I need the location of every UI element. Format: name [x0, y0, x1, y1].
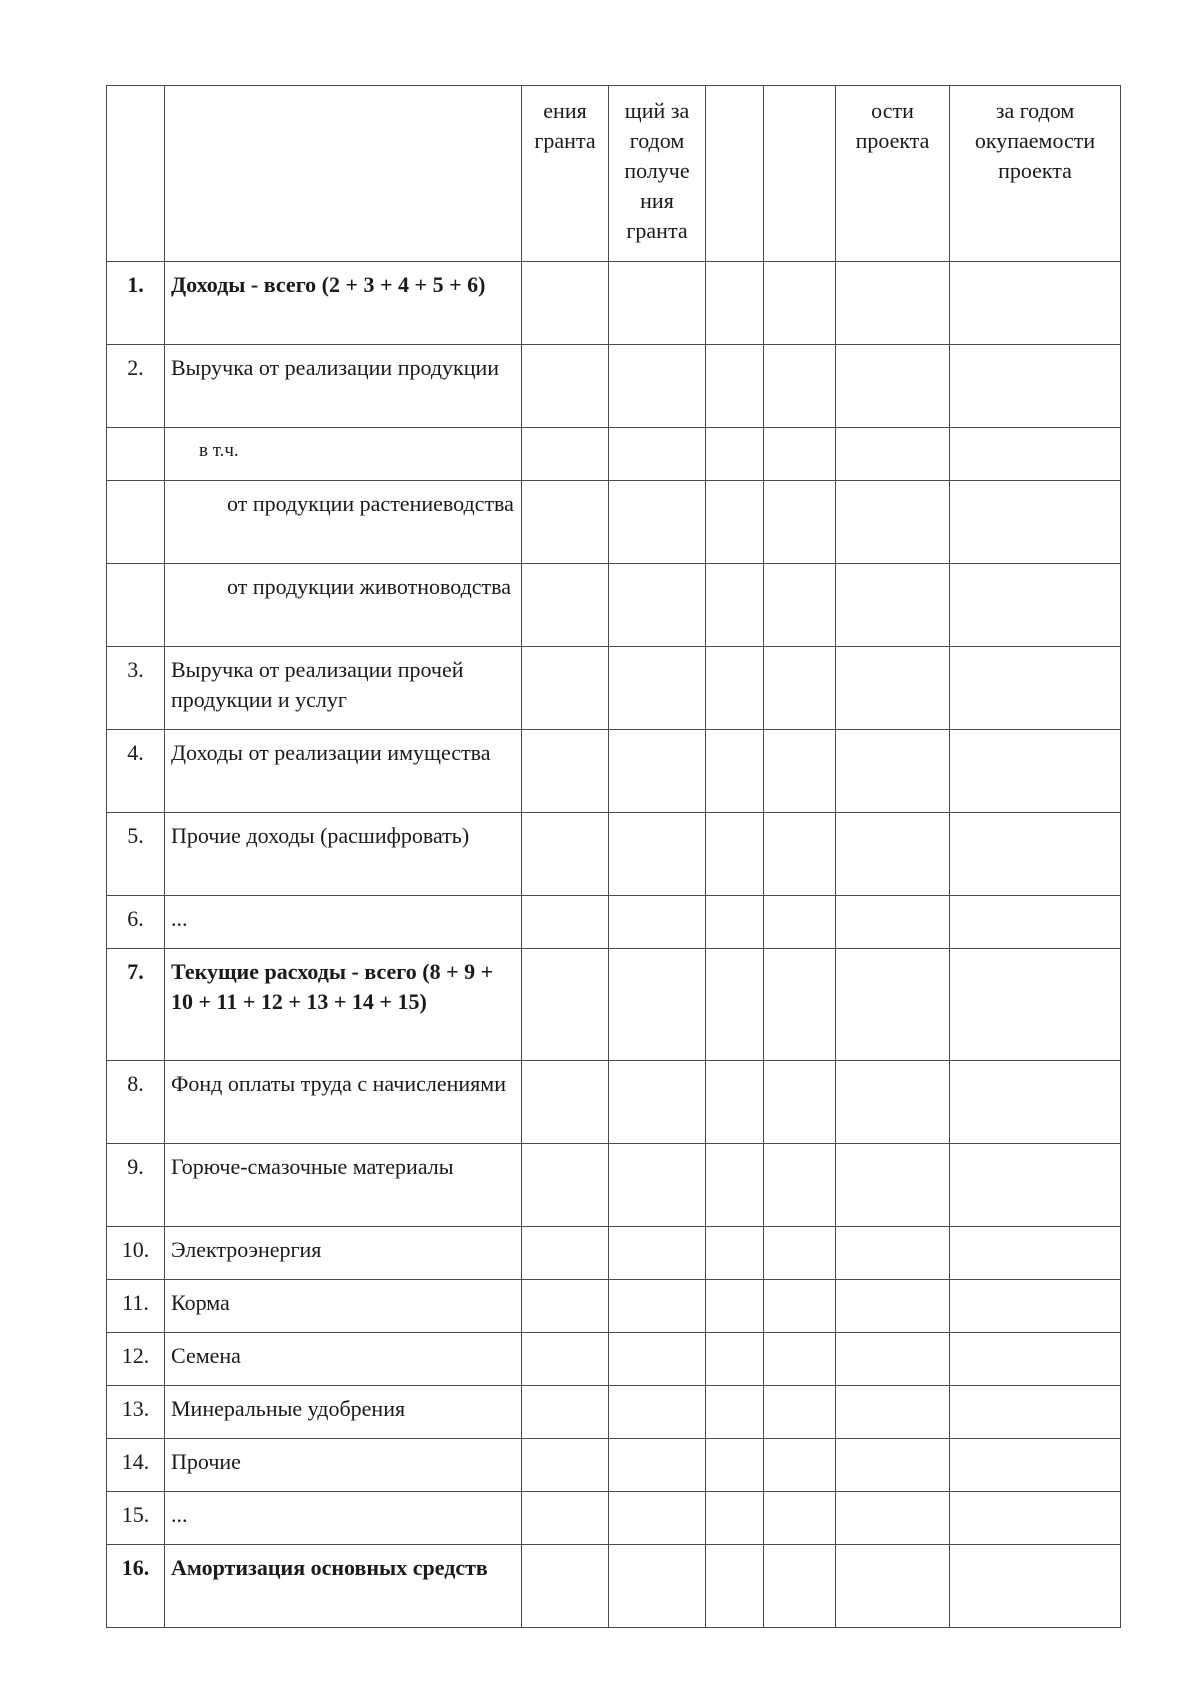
- row-number: 16.: [107, 1545, 165, 1628]
- table-row: [107, 949, 1121, 1061]
- header-text: за годом окупаемости проекта: [974, 98, 1096, 183]
- row-label: Электроэнергия: [165, 1227, 522, 1280]
- table-row: [107, 1280, 1121, 1333]
- header-cell-grant-year: [522, 86, 609, 262]
- row-number: 1.: [107, 262, 165, 345]
- header-cell-payback-year: [836, 86, 950, 262]
- row-label: Выручка от реализации прочей продукции и услуг: [165, 647, 522, 730]
- table-row: [107, 1492, 1121, 1545]
- table-row: [107, 262, 1121, 345]
- row-number: 7.: [107, 949, 165, 1061]
- header-cell-after-payback: [950, 86, 1121, 262]
- table-row: [107, 1439, 1121, 1492]
- row-number: 13.: [107, 1386, 165, 1439]
- header-cell-number: [107, 86, 165, 262]
- row-number: 14.: [107, 1439, 165, 1492]
- row-number: 3.: [107, 647, 165, 730]
- row-number: [107, 428, 165, 481]
- row-label: Текущие расходы - всего (8 + 9 + 10 + 11 + 12 + 13 + 14 + 15): [165, 949, 522, 1061]
- header-text: ения гранта: [534, 98, 596, 153]
- table-header-row: [107, 86, 1121, 262]
- row-number: 5.: [107, 813, 165, 896]
- row-label: Прочие доходы (расшифровать): [165, 813, 522, 896]
- table-row: [107, 345, 1121, 428]
- table-row: [107, 564, 1121, 647]
- row-label: Прочие: [165, 1439, 522, 1492]
- row-number: 11.: [107, 1280, 165, 1333]
- table-row: [107, 730, 1121, 813]
- row-label: Горюче-смазочные материалы: [165, 1144, 522, 1227]
- header-text: щий за годом получе ния гранта: [624, 98, 690, 243]
- header-text: ости проекта: [855, 98, 930, 153]
- row-label: от продукции животноводства: [165, 564, 522, 647]
- row-number: 2.: [107, 345, 165, 428]
- header-cell-5: [706, 86, 764, 262]
- table-row: [107, 1333, 1121, 1386]
- table-row: [107, 1545, 1121, 1628]
- table-row: [107, 1144, 1121, 1227]
- row-number: 12.: [107, 1333, 165, 1386]
- row-label: Корма: [165, 1280, 522, 1333]
- table-row: [107, 428, 1121, 481]
- row-number: [107, 564, 165, 647]
- row-number: 15.: [107, 1492, 165, 1545]
- table-row: [107, 1386, 1121, 1439]
- table-row: [107, 1227, 1121, 1280]
- table-row: [107, 896, 1121, 949]
- table-row: [107, 481, 1121, 564]
- row-label: в т.ч.: [165, 428, 522, 481]
- table-row: [107, 1061, 1121, 1144]
- row-label: Минеральные удобрения: [165, 1386, 522, 1439]
- header-cell-indicator: [165, 86, 522, 262]
- row-label: Семена: [165, 1333, 522, 1386]
- row-label: Доходы - всего (2 + 3 + 4 + 5 + 6): [165, 262, 522, 345]
- row-label: ...: [165, 1492, 522, 1545]
- row-number: 6.: [107, 896, 165, 949]
- header-cell-6: [764, 86, 836, 262]
- row-label: Фонд оплаты труда с начислениями: [165, 1061, 522, 1144]
- row-label: Выручка от реализации продукции: [165, 345, 522, 428]
- financial-plan-table: [106, 85, 1121, 1628]
- table-row: [107, 813, 1121, 896]
- row-number: 4.: [107, 730, 165, 813]
- table-row: [107, 647, 1121, 730]
- header-cell-year-after-grant: [609, 86, 706, 262]
- row-label: ...: [165, 896, 522, 949]
- row-number: 10.: [107, 1227, 165, 1280]
- row-label: Амортизация основных средств: [165, 1545, 522, 1628]
- row-label: Доходы от реализации имущества: [165, 730, 522, 813]
- row-number: [107, 481, 165, 564]
- row-label: от продукции растениеводства: [165, 481, 522, 564]
- row-number: 8.: [107, 1061, 165, 1144]
- row-number: 9.: [107, 1144, 165, 1227]
